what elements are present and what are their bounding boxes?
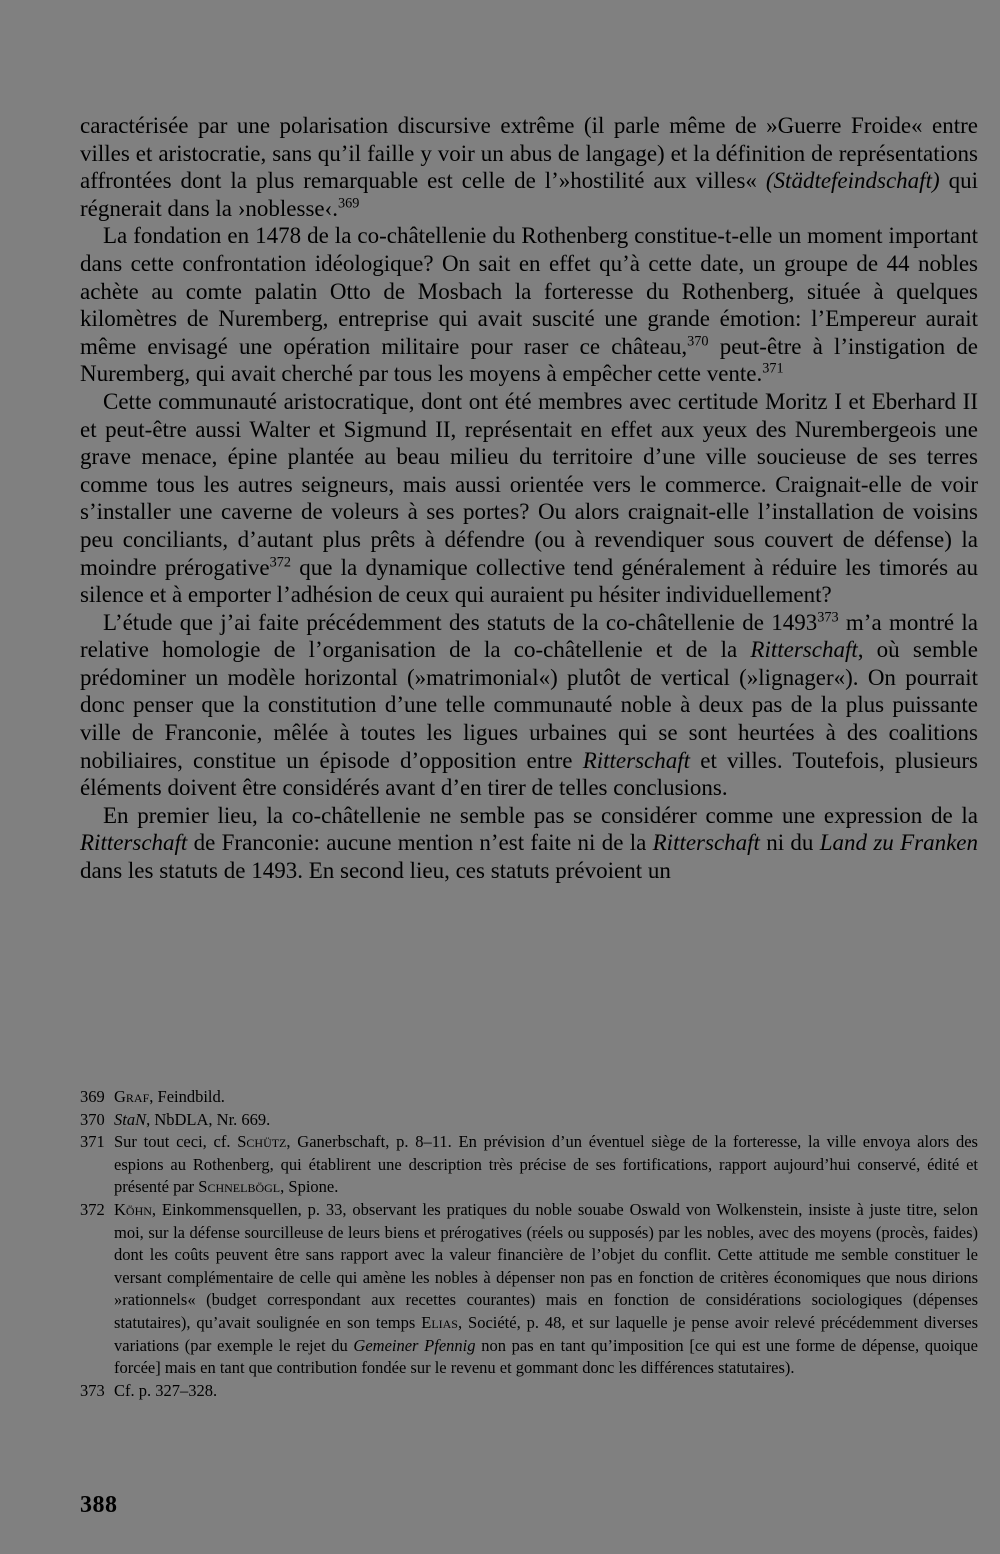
main-text xyxy=(80,112,978,885)
footnote-number: 372 xyxy=(80,1199,105,1219)
paragraph-2: La fondation en 1478 de la co-châtellenie du Rothenberg constitue-t-elle un moment important dans cette confrontation idéologique? On sait en effet qu’à cette date, un groupe de 44 nobles achète au comte palatin Otto de Mosbach la forteresse du Rothenberg, située à quelques kilomètres de Nuremberg, entreprise qui avait suscité une grande émotion: l’Empereur aurait même envisagé une opération militaire pour raser ce château,$^{370}$ peut-être à l’instigation de Nuremberg, qui avait cherché par tous les moyens à empêcher cette vente.$^{371}$ xyxy=(80,223,978,387)
page-number: 388 xyxy=(80,1492,118,1518)
paragraph-4: L’étude que j’ai faite précédemment des statuts de la co-châtellenie de 1493$^{373}$ m’a montré la relative homologie de l’organisation de la co-châtellenie et de la Ritterschaft, où semble prédominer un modèle horizontal (»matrimonial«) plutôt de vertical (»lignager«). On pourrait donc penser que la constitution d’une telle communauté noble à deux pas de la plus puissante ville de Franconie, mêlée à toutes les ligues urbaines qui se sont heurtées à des coalitions nobiliaires, constitue un épisode d’opposition entre Ritterschaft et villes. Toutefois, plusieurs éléments doivent être considérés avant d’en tirer de telles conclusions. xyxy=(80,609,978,801)
footnote-number: 373 xyxy=(80,1380,105,1400)
footnotes xyxy=(80,1086,978,1402)
footnote-372: 372 Köhn, Einkommensquellen, p. 33, observant les pratiques du noble souabe Oswald von Wolkenstein, insiste à juste titre, selon moi, sur la défense sourcilleuse de leurs biens et prérogatives (réels ou supposés) par les nobles, avec des moyens (procès, faides) dont les coûts peuvent être sans rapport avec la valeur financière de l’objet du conflit. Cette attitude me semble constituer le versant complémentaire de celle qui amène les nobles à dépenser non pas en fonction de critères économiques que nous dirions »rationnels« (budget correspondant aux recettes courantes) mais en fonction de considérations sociologiques (dépenses statutaires), qu’avait soulignée en son temps Elias, Société, p. 48, et sur laquelle je pense avoir relevé précédemment diverses variations (par exemple le rejet du Gemeiner Pfennig non pas en tant qu’imposition [ce qui est une forme de dépense, quoique forcée] mais en tant que contribution fondée sur le revenu et gommant donc les différences statutaires). xyxy=(80,1199,978,1378)
footnote-number: 369 xyxy=(80,1087,105,1106)
paragraph-3: Cette communauté aristocratique, dont ont été membres avec certitude Moritz I et Eberhard II et peut-être aussi Walter et Sigmund II, représentait en effet aux yeux des Nurembergeois une grave menace, épine plantée au beau milieu du territoire d’une ville soucieuse de ses terres comme tous les autres seigneurs, mais aussi orientée vers le commerce. Craignait-elle de voir s’installer une caverne de voleurs à ses portes? Ou alors craignait-elle l’installation de voisins peu conciliants, d’autant plus prêts à défendre (ou à revendiquer sous couvert de défense) la moindre prérogative$^{372}$ que la dynamique collective tend généralement à réduire les timorés au silence et à emporter l’adhésion de ceux qui auraient pu hésiter individuellement? xyxy=(80,388,978,608)
footnote-373: 373 Cf. p. 327–328. xyxy=(80,1380,978,1403)
footnote-370: 370 StaN, NbDLA, Nr. 669. xyxy=(80,1109,978,1132)
footnote-ref-372[interactable]: 372 xyxy=(269,553,291,570)
footnote-ref-370[interactable]: 370 xyxy=(687,333,709,350)
footnote-ref-369[interactable]: 369 xyxy=(338,195,360,212)
footnote-369: 369 Graf, Feindbild. xyxy=(80,1086,978,1109)
footnote-371: 371 Sur tout ceci, cf. Schütz, Ganerbschaft, p. 8–11. En prévision d’un éventuel siège de la forteresse, la ville envoya alors des espions au Rothenberg, qui établirent une description très précise de ses fortifications, rapport aujourd’hui conservé, édité et présenté par Schnelbögl, Spione. xyxy=(80,1132,978,1197)
footnote-ref-371[interactable]: 371 xyxy=(762,360,784,377)
footnote-number: 370 xyxy=(80,1109,105,1129)
paragraph-5: En premier lieu, la co-châtellenie ne semble pas se considérer comme une expression de la Ritterschaft de Franconie: aucune mention n’est faite ni de la Ritterschaft ni du Land zu Franken dans les statuts de 1493. En second lieu, ces statuts prévoient un xyxy=(80,802,978,884)
footnote-number: 371 xyxy=(80,1132,105,1152)
paragraph-1: caractérisée par une polarisation discursive extrême (il parle même de »Guerre Froide« entre villes et aristocratie, sans qu’il faille y voir un abus de langage) et la définition de représentations affrontées dont la plus remarquable est celle de l’»hostilité aux villes« (Städtefeindschaft) qui régnerait dans la ›noblesse‹.$^{369}$ xyxy=(80,113,979,221)
footnote-ref-373[interactable]: 373 xyxy=(817,609,839,626)
